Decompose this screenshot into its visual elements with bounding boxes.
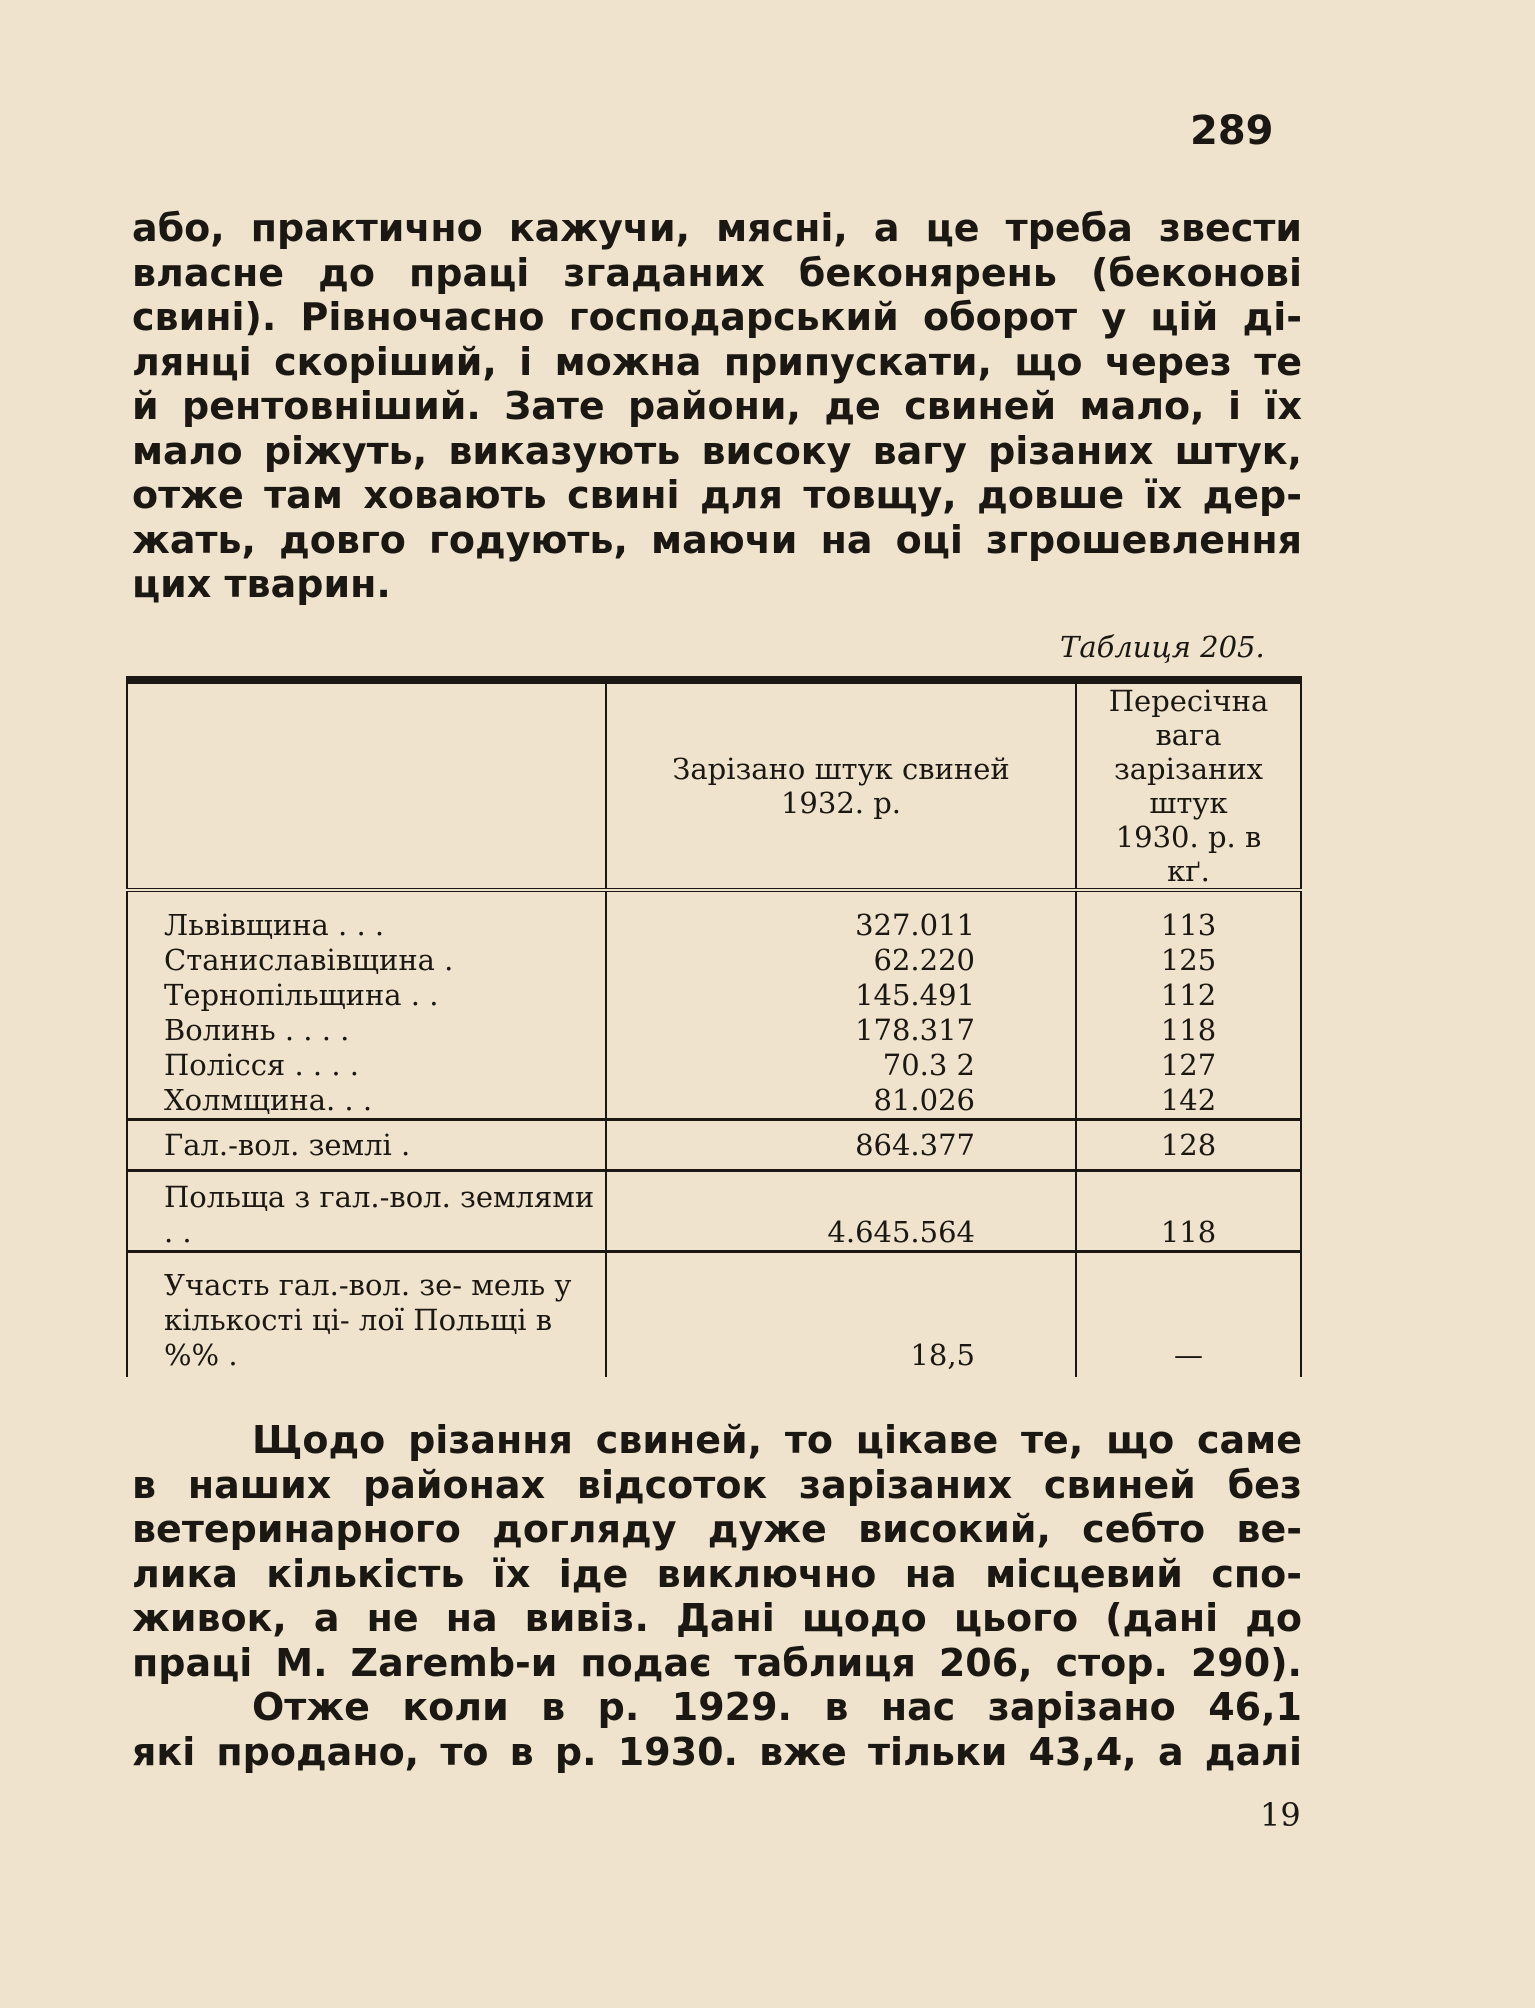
region-name: Полісся . . . . xyxy=(127,1048,606,1083)
average-weight: 125 xyxy=(1076,943,1301,978)
text-line: мало ріжуть, виказують високу вагу різаних штук, xyxy=(132,428,1302,473)
text-line: ветеринарного догляду дуже високий, себто ве- xyxy=(132,1507,1302,1551)
average-weight: 118 xyxy=(1076,1013,1301,1048)
signature-mark: 19 xyxy=(1260,1796,1301,1834)
text-line: або, практично кажучи, мясні, а це треба звести xyxy=(132,206,1302,250)
slaughtered-count: 62.220 xyxy=(606,943,1076,978)
table-row xyxy=(127,943,1301,978)
text-line: свині). Рівночасно господарський оборот у цій ді- xyxy=(132,295,1302,339)
region-name: Волинь . . . . xyxy=(127,1013,606,1048)
paragraph-1 xyxy=(132,206,1302,607)
text-line: праці M. Zaremb-и подає таблиця 206, стор. 290). xyxy=(132,1640,1302,1685)
statistics-table xyxy=(126,676,1302,1377)
text-line: Щодо різання свиней, то цікаве те, що саме xyxy=(252,1418,1302,1462)
slaughtered-count: 327.011 xyxy=(606,890,1076,943)
text-line: цих тварин. xyxy=(132,562,391,606)
table-header-row xyxy=(127,680,1301,890)
table-row-share xyxy=(127,1252,1301,1378)
text-line: Отже коли в р. 1929. в нас зарізано 46,1 xyxy=(252,1685,1302,1729)
average-weight: 127 xyxy=(1076,1048,1301,1083)
share-weight: — xyxy=(1076,1252,1301,1378)
poland-slaughtered: 4.645.564 xyxy=(606,1171,1076,1252)
text-line: лянці скоріший, і можна припускати, що через те xyxy=(132,339,1302,384)
text-line: які продано, то в р. 1930. вже тільки 43,4, а далі xyxy=(132,1729,1302,1774)
share-label: Участь гал.-вол. зе- мель у кількості ці- лої Польщі в %% . xyxy=(127,1252,606,1378)
poland-weight: 118 xyxy=(1076,1171,1301,1252)
region-name: Львівщина . . . xyxy=(127,890,606,943)
total-label: Гал.-вол. землі . xyxy=(127,1120,606,1171)
total-weight: 128 xyxy=(1076,1120,1301,1171)
share-slaughtered: 18,5 xyxy=(606,1252,1076,1378)
table-row xyxy=(127,1083,1301,1120)
region-name: Станиславівщина . xyxy=(127,943,606,978)
header-weight: Пересічна вага зарізаних штук 1930. р. в кґ. xyxy=(1076,680,1301,890)
table-row-poland xyxy=(127,1171,1301,1252)
slaughtered-count: 178.317 xyxy=(606,1013,1076,1048)
slaughtered-count: 81.026 xyxy=(606,1083,1076,1120)
average-weight: 112 xyxy=(1076,978,1301,1013)
table-row xyxy=(127,978,1301,1013)
text-line: отже там ховають свині для товщу, довше їх дер- xyxy=(132,473,1302,517)
poland-label: Польща з гал.-вол. землями . . xyxy=(127,1171,606,1252)
page-number: 289 xyxy=(1190,108,1274,154)
table-caption: Таблиця 205. xyxy=(1060,630,1265,664)
average-weight: 113 xyxy=(1076,890,1301,943)
table-row-total xyxy=(127,1120,1301,1171)
total-slaughtered: 864.377 xyxy=(606,1120,1076,1171)
text-line: в наших районах відсоток зарізаних свиней без xyxy=(132,1462,1302,1507)
paragraph-2 xyxy=(132,1418,1302,1774)
text-line: й рентовніший. Зате райони, де свиней мало, і їх xyxy=(132,384,1302,428)
header-region xyxy=(127,680,606,890)
table-row xyxy=(127,890,1301,943)
region-name: Холмщина. . . xyxy=(127,1083,606,1120)
text-line: жать, довго годують, маючи на оці згрошевлення xyxy=(132,517,1302,562)
region-name: Тернопільщина . . xyxy=(127,978,606,1013)
slaughtered-count: 70.3 2 xyxy=(606,1048,1076,1083)
table-row xyxy=(127,1048,1301,1083)
average-weight: 142 xyxy=(1076,1083,1301,1120)
text-line: власне до праці згаданих беконярень (беконові xyxy=(132,250,1302,295)
text-line: лика кількість їх іде виключно на місцевий спо- xyxy=(132,1551,1302,1596)
table-row xyxy=(127,1013,1301,1048)
text-line: живок, а не на вивіз. Дані щодо цього (дані до xyxy=(132,1596,1302,1640)
slaughtered-count: 145.491 xyxy=(606,978,1076,1013)
header-slaughtered: Зарізано штук свиней 1932. р. xyxy=(606,680,1076,890)
